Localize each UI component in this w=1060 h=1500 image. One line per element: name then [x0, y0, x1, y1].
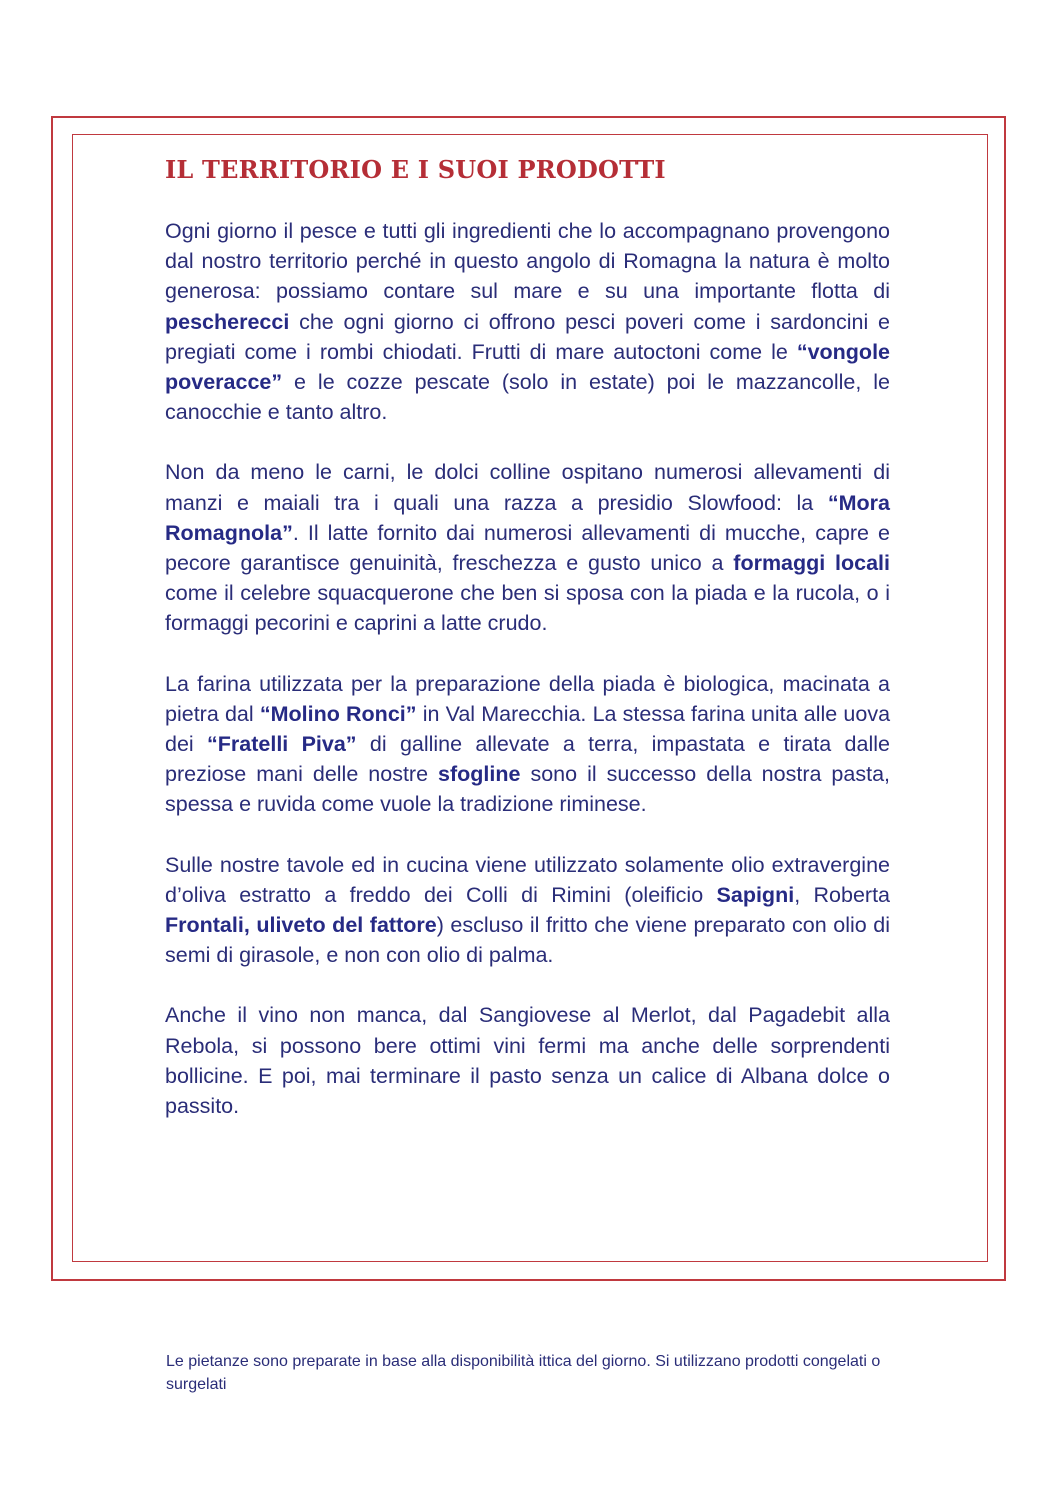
page-title: IL TERRITORIO E I SUOI PRODOTTI: [165, 155, 666, 184]
highlight-mora-romagnola: “Mora Romagnola”: [165, 490, 890, 545]
text-segment: Non da meno le carni, le dolci colline ospitano numerosi allevamenti di manzi e maiali tra i quali una razza a presidio Slowfood: la: [165, 460, 890, 515]
text-segment: in Val Marecchia. La stessa farina unita alle uova dei: [165, 701, 891, 757]
paragraph-meat-dairy: [165, 457, 890, 638]
highlight-fratelli-piva: “Fratelli Piva”: [207, 732, 357, 757]
paragraph-seafood: [165, 216, 890, 427]
text-segment: ) escluso il fritto che viene preparato con olio di semi di girasole, e non con olio di palma.: [165, 913, 890, 968]
text-segment: La farina utilizzata per la preparazione della piada è biologica, macinata a pietra dal: [165, 671, 890, 726]
highlight-sapigni: Sapigni: [716, 882, 795, 907]
highlight-molino-ronci: “Molino Ronci”: [259, 701, 417, 726]
highlight-pescherecci: pescherecci: [165, 309, 290, 334]
text-segment: Sulle nostre tavole ed in cucina viene utilizzato solamente olio extravergine d’oliva estratto a freddo dei Colli di Rimini (oleificio: [165, 852, 890, 907]
paragraph-wine: [165, 1000, 890, 1121]
text-segment: e le cozze pescate (solo in estate) poi le mazzancolle, le canocchie e tanto altro.: [165, 370, 890, 425]
text-segment: sono il successo della nostra pasta, spessa e ruvida come vuole la tradizione riminese.: [165, 762, 890, 817]
text-segment: di galline allevate a terra, impastata e tirata dalle preziose mani delle nostre: [165, 732, 890, 787]
paragraph-flour-pasta: [165, 669, 890, 820]
paragraph-olive-oil: [165, 850, 890, 971]
text-segment: Ogni giorno il pesce e tutti gli ingredienti che lo accompagnano provengono dal nostro territorio perché in questo angolo di Romagna la natura è molto generosa: possiamo contare sul mare e su una importante flotta di: [165, 219, 890, 304]
highlight-frontali: Frontali, uliveto del fattore: [165, 913, 437, 938]
main-content: [165, 152, 890, 1121]
highlight-formaggi-locali: formaggi locali: [733, 551, 890, 576]
text-segment: che ogni giorno ci offrono pesci poveri come i sardoncini e pregiati come i rombi chiodati. Frutti di mare autoctoni come le: [165, 309, 890, 364]
highlight-vongole: “vongole poveracce”: [165, 339, 890, 395]
text-segment: , Roberta: [794, 882, 890, 907]
text-segment: Anche il vino non manca, dal Sangiovese al Merlot, dal Pagadebit alla Rebola, si possono bere ottimi vini fermi ma anche delle sorprendenti bollicine. E poi, mai terminare il pasto senza un calice di Albana dolce o passito.: [165, 1003, 890, 1119]
text-segment: . Il latte fornito dai numerosi allevamenti di mucche, capre e pecore garantisce genuinità, freschezza e gusto unico a: [165, 520, 890, 576]
footnote: Le pietanze sono preparate in base alla disponibilità ittica del giorno. Si utilizzano prodotti congelati o surgelati: [166, 1353, 881, 1393]
highlight-sfogline: sfogline: [438, 762, 521, 787]
text-segment: come il celebre squacquerone che ben si sposa con la piada e la rucola, o i formaggi pecorini e caprini a latte crudo.: [165, 581, 890, 636]
